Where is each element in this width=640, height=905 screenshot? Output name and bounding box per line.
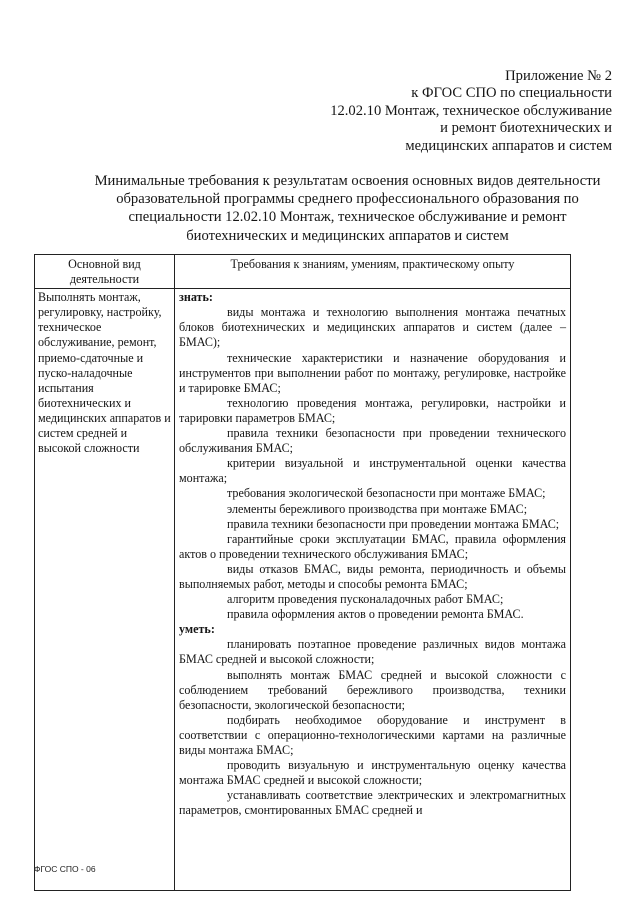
specialty-line-2: и ремонт биотехнических и bbox=[440, 120, 612, 137]
footer-code: ФГОС СПО - 06 bbox=[34, 864, 96, 874]
requirement-item: элементы бережливого производства при монтаже БМАС; bbox=[227, 501, 528, 516]
requirement-item: критерии визуальной и инструментальной оценки качества монтажа; bbox=[179, 456, 566, 486]
column-header-requirements: Требования к знаниям, умениям, практическому опыту bbox=[175, 255, 571, 289]
specialty-line-3: медицинских аппаратов и систем bbox=[405, 137, 612, 154]
requirement-item: проводить визуальную и инструментальную оценку качества монтажа БМАС средней и высокой сложности; bbox=[179, 758, 566, 788]
requirement-item: подбирать необходимое оборудование и инструмент в соответствии с операционно-технологическими картами на различные виды монтажа БМАС; bbox=[179, 712, 566, 757]
requirement-item: алгоритм проведения пусконаладочных работ БМАС; bbox=[227, 592, 504, 607]
requirement-item: гарантийные сроки эксплуатации БМАС, правила оформления актов о проведении технического обслуживания БМАС; bbox=[179, 531, 566, 561]
requirement-item: правила оформления актов о проведении ремонта БМАС. bbox=[227, 607, 524, 622]
requirement-item: виды монтажа и технологию выполнения монтажа печатных блоков биотехнических и медицинских аппаратов и систем (далее – БМАС); bbox=[179, 305, 566, 350]
requirement-item: виды отказов БМАС, виды ремонта, периодичность и объемы выполняемых работ, методы и способы ремонта БМАС; bbox=[179, 561, 566, 591]
requirement-item: требования экологической безопасности при монтаже БМАС; bbox=[227, 486, 546, 501]
know-list bbox=[179, 305, 566, 622]
appendix-number: Приложение № 2 bbox=[505, 68, 612, 84]
requirement-item: правила техники безопасности при проведении монтажа БМАС; bbox=[227, 516, 560, 531]
title-line: образовательной программы среднего профессионального образования по bbox=[116, 191, 579, 208]
skills-list bbox=[179, 637, 566, 818]
know-label: знать: bbox=[179, 290, 213, 305]
title-line: биотехнических и медицинских аппаратов и систем bbox=[186, 227, 509, 244]
table-header-row bbox=[35, 255, 571, 289]
document-title bbox=[60, 172, 635, 245]
requirement-item: устанавливать соответствие электрических и электромагнитных параметров, смонтированных БМАС средней и bbox=[179, 788, 566, 818]
requirement-item: выполнять монтаж БМАС средней и высокой сложности с соблюдением требований бережливого производства, техники безопасности, экологической безопасности; bbox=[179, 667, 566, 712]
activity-cell: Выполнять монтаж, регулировку, настройку, техническое обслуживание, ремонт, приемо-сдаточные и пуско-наладочные испытания биотехнических и медицинских аппаратов и систем средней и высокой сложности bbox=[35, 289, 175, 891]
requirements-cell bbox=[175, 289, 571, 891]
column-header-activity: Основной вид деятельности bbox=[35, 255, 175, 289]
specialty-line-1: 12.02.10 Монтаж, техническое обслуживание bbox=[330, 102, 612, 119]
appendix-reference: к ФГОС СПО по специальности bbox=[411, 85, 612, 102]
requirement-item: правила техники безопасности при проведении технического обслуживания БМАС; bbox=[179, 426, 566, 456]
title-line: специальности 12.02.10 Монтаж, техническое обслуживание и ремонт bbox=[128, 209, 567, 226]
requirement-item: технологию проведения монтажа, регулировки, настройки и тарировки параметров БМАС; bbox=[179, 395, 566, 425]
table-row bbox=[35, 289, 571, 891]
requirement-item: планировать поэтапное проведение различных видов монтажа БМАС средней и высокой сложности; bbox=[179, 637, 566, 667]
appendix-header bbox=[330, 68, 612, 155]
requirement-item: технические характеристики и назначение оборудования и инструментов при выполнении работ по монтажу, регулировке, настройке и тарировке БМАС; bbox=[179, 350, 566, 395]
requirements-table bbox=[34, 254, 571, 891]
skills-label: уметь: bbox=[179, 622, 215, 637]
title-line: Минимальные требования к результатам освоения основных видов деятельности bbox=[94, 173, 601, 189]
